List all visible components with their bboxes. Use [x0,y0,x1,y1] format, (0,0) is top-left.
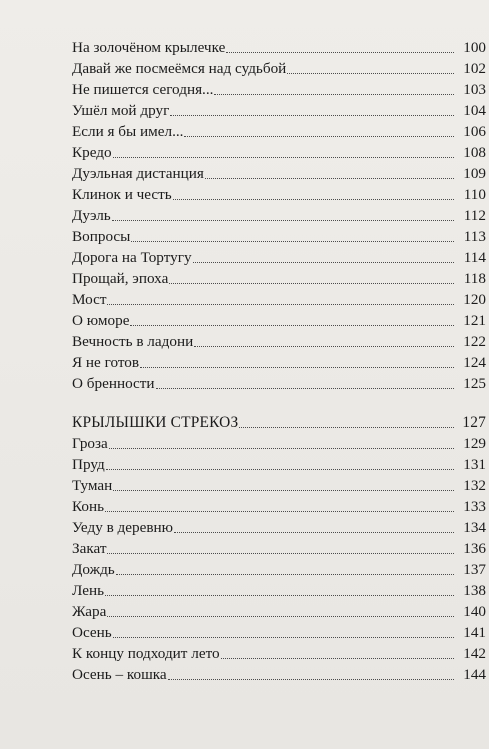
toc-entry-title: Дуэльная дистанция [72,165,204,182]
toc-section-heading [72,412,486,433]
toc-entry [72,163,486,184]
toc-entry-title: О бренности [72,375,155,392]
dot-leader [116,574,454,575]
toc-entry [72,58,486,79]
toc-entry-title: О юморе [72,312,130,329]
toc-entry-title: Если я бы имел... [72,123,184,140]
toc-entry-page: 136 [463,540,486,557]
toc-entry-page: 141 [463,624,486,641]
toc-entry-title: Мост [72,291,107,308]
section-page: 127 [462,414,486,431]
toc-entry-title: Осень – кошка [72,666,167,683]
toc-entry-page: 121 [463,312,486,329]
toc-entry [72,475,486,496]
toc-entry-title: Дорога на Тортугу [72,249,192,266]
toc-entry [72,184,486,205]
toc-entry-page: 133 [463,498,486,515]
toc-entry-page: 140 [463,603,486,620]
toc-list [72,37,486,394]
toc-entry-page: 108 [463,144,486,161]
dot-leader [107,616,454,617]
toc-entry-page: 110 [463,186,486,203]
toc-entry [72,643,486,664]
toc-entry [72,142,486,163]
toc-entry-title: Дождь [72,561,115,578]
toc-entry-page: 112 [463,207,486,224]
toc-entry-page: 120 [463,291,486,308]
toc-entry-page: 129 [463,435,486,452]
toc-entry [72,289,486,310]
toc-entry-page: 131 [463,456,486,473]
dot-leader [113,490,454,491]
toc-list-section [72,433,486,685]
dot-leader [105,595,454,596]
toc-entry-title: Туман [72,477,113,494]
toc-entry-title: Лень [72,582,104,599]
toc-entry-page: 114 [463,249,486,266]
dot-leader [239,427,454,428]
dot-leader [105,511,454,512]
dot-leader [106,469,454,470]
toc-entry-page: 100 [463,39,486,56]
toc-entry-page: 124 [463,354,486,371]
toc-entry [72,454,486,475]
toc-entry-page: 106 [463,123,486,140]
toc-entry-page: 134 [463,519,486,536]
toc-entry-title: Клинок и честь [72,186,172,203]
dot-leader [113,157,454,158]
dot-leader [131,241,454,242]
toc-entry-page: 132 [463,477,486,494]
toc-entry [72,268,486,289]
toc-entry-page: 103 [463,81,486,98]
toc-entry [72,310,486,331]
toc-entry-title: Я не готов [72,354,140,371]
dot-leader [107,553,454,554]
toc-entry [72,121,486,142]
toc-entry-page: 125 [463,375,486,392]
toc-entry [72,622,486,643]
dot-leader [113,637,454,638]
table-of-contents [72,37,486,685]
toc-entry-page: 142 [463,645,486,662]
toc-entry [72,601,486,622]
dot-leader [130,325,454,326]
toc-entry [72,247,486,268]
toc-entry-page: 113 [463,228,486,245]
toc-entry [72,664,486,685]
toc-entry [72,352,486,373]
toc-entry-page: 144 [463,666,486,683]
toc-entry [72,331,486,352]
toc-entry-page: 104 [463,102,486,119]
toc-entry-title: Пруд [72,456,105,473]
toc-entry-title: Конь [72,498,105,515]
toc-entry-title: Ушёл мой друг [72,102,170,119]
toc-entry-page: 118 [463,270,486,287]
toc-entry-title: Вечность в ладони [72,333,194,350]
dot-leader [169,283,454,284]
toc-entry [72,37,486,58]
dot-leader [221,658,454,659]
toc-entry [72,433,486,454]
toc-entry [72,496,486,517]
dot-leader [205,178,454,179]
toc-entry-title: Осень [72,624,112,641]
toc-entry [72,226,486,247]
dot-leader [173,199,454,200]
toc-entry-page: 138 [463,582,486,599]
toc-entry-title: Прощай, эпоха [72,270,169,287]
dot-leader [184,136,454,137]
dot-leader [168,679,454,680]
toc-entry-title: Закат [72,540,107,557]
toc-entry [72,373,486,394]
toc-entry-page: 137 [463,561,486,578]
dot-leader [170,115,454,116]
toc-entry-title: Гроза [72,435,108,452]
dot-leader [194,346,454,347]
toc-entry-page: 122 [463,333,486,350]
toc-entry [72,517,486,538]
toc-entry-title: Кредо [72,144,112,161]
dot-leader [156,388,454,389]
dot-leader [140,367,454,368]
toc-entry [72,205,486,226]
toc-entry-title: Давай же посмеёмся над судьбой [72,60,287,77]
toc-entry-title: Вопросы [72,228,131,245]
toc-entry [72,100,486,121]
toc-entry-title: На золочёном крылечке [72,39,226,56]
section-title: КРЫЛЫШКИ СТРЕКОЗ [72,414,239,431]
dot-leader [214,94,454,95]
toc-entry-title: Не пишется сегодня... [72,81,214,98]
toc-entry-title: К концу подходит лето [72,645,220,662]
toc-entry-title: Жара [72,603,107,620]
dot-leader [109,448,454,449]
toc-entry [72,538,486,559]
toc-entry-title: Уеду в деревню [72,519,174,536]
dot-leader [107,304,454,305]
toc-entry [72,580,486,601]
dot-leader [287,73,454,74]
toc-entry-page: 109 [463,165,486,182]
dot-leader [226,52,454,53]
dot-leader [193,262,454,263]
toc-entry [72,559,486,580]
dot-leader [174,532,454,533]
section-spacer [72,394,486,412]
toc-entry-page: 102 [463,60,486,77]
toc-entry [72,79,486,100]
toc-entry-title: Дуэль [72,207,111,224]
dot-leader [112,220,454,221]
